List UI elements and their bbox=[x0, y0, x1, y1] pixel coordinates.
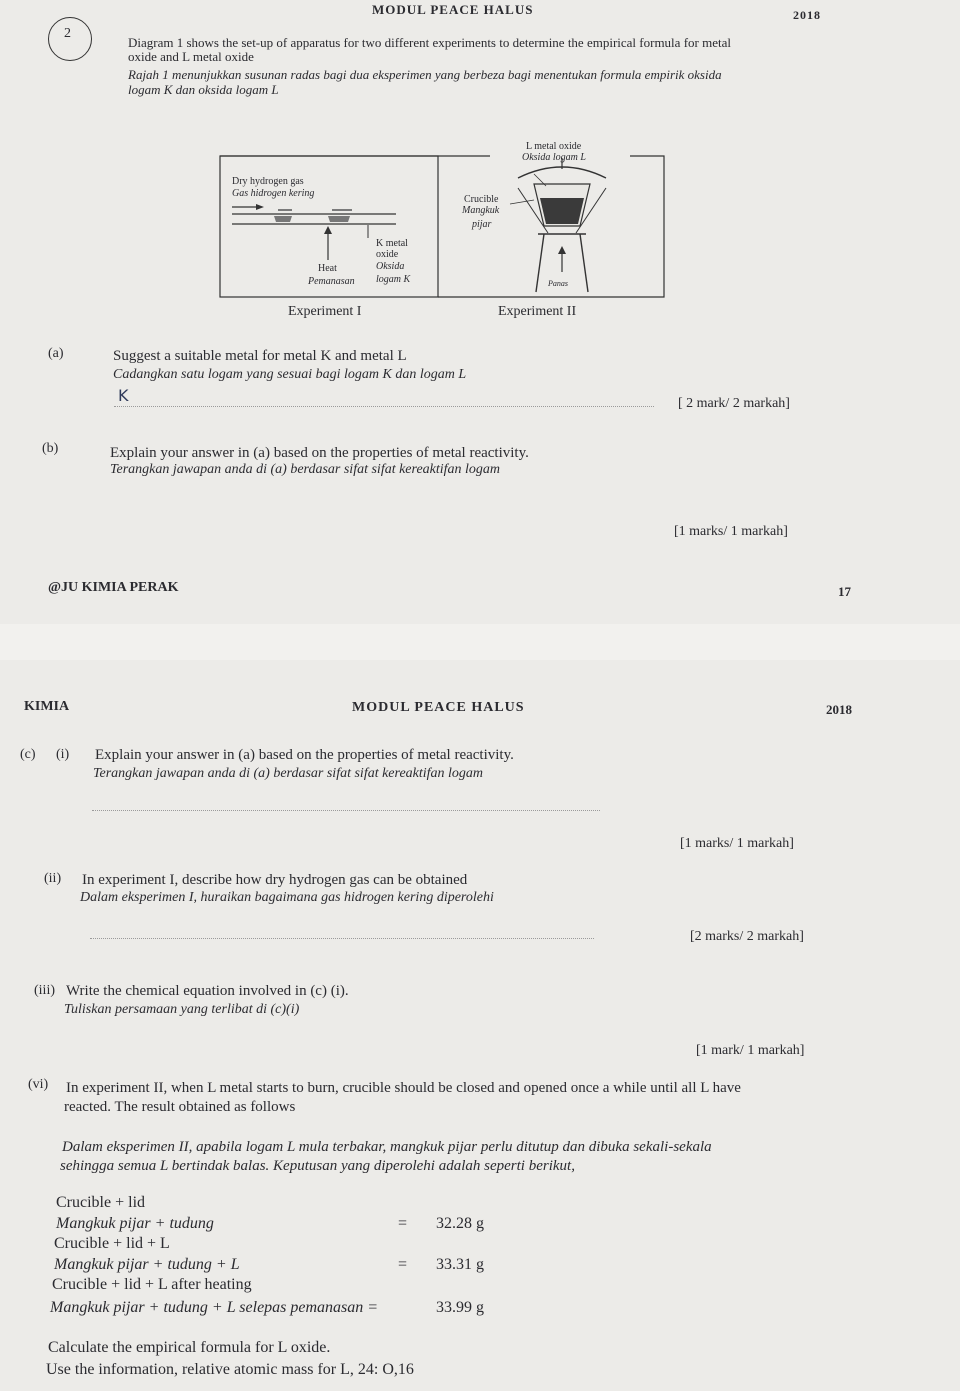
page2-header-title: MODUL PEACE HALUS bbox=[352, 700, 525, 715]
intro-en-line1: Diagram 1 shows the set-up of apparatus for two different experiments to determine the empirical formula for metal bbox=[128, 35, 731, 50]
result-2-en: Crucible + lid + L bbox=[54, 1235, 170, 1252]
question-a-en: Suggest a suitable metal for metal K and metal L bbox=[113, 348, 407, 364]
question-a-ms: Cadangkan satu logam yang sesuai bagi logam K dan logam L bbox=[113, 367, 467, 382]
header-title: MODUL PEACE HALUS bbox=[372, 2, 534, 17]
diagram-crucible-ms-1: Mangkuk bbox=[462, 205, 500, 216]
question-a-handwritten-answer: K bbox=[118, 386, 129, 405]
question-c-i-marks: [1 marks/ 1 markah] bbox=[680, 836, 794, 851]
question-c-ii-en: In experiment I, describe how dry hydrogen gas can be obtained bbox=[82, 872, 468, 888]
question-c-ii-answer-line[interactable] bbox=[90, 938, 594, 939]
calc-line2: Use the information, relative atomic mass for L, 24: O,16 bbox=[46, 1361, 414, 1378]
question-c-ii-label: (ii) bbox=[44, 871, 62, 886]
question-a-marks: [ 2 mark/ 2 markah] bbox=[678, 396, 790, 411]
footer-left: @JU KIMIA PERAK bbox=[48, 580, 179, 595]
intro-en-line2: oxide and L metal oxide bbox=[128, 49, 254, 64]
diagram-l-oxide-en: L metal oxide bbox=[526, 141, 582, 152]
apparatus-diagram bbox=[218, 138, 666, 303]
result-2-equals: = bbox=[398, 1256, 408, 1273]
page2-header-left: KIMIA bbox=[24, 699, 70, 714]
question-c-i-en: Explain your answer in (a) based on the properties of metal reactivity. bbox=[95, 747, 514, 763]
diagram-k-oxide-en-2: oxide bbox=[376, 249, 399, 260]
header-year: 2018 bbox=[793, 8, 821, 22]
question-c-label: (c) bbox=[20, 747, 36, 762]
question-b-ms: Terangkan jawapan anda di (a) berdasar sifat sifat kereaktifan logam bbox=[110, 462, 501, 477]
diagram-crucible-ms-2: pijar bbox=[472, 219, 492, 230]
question-c-vi-ms-line2: sehingga semua L bertindak balas. Keputusan yang diperolehi adalah seperti berikut, bbox=[60, 1158, 575, 1174]
question-c-i-ms: Terangkan jawapan anda di (a) berdasar sifat sifat kereaktifan logam bbox=[93, 766, 484, 781]
question-c-ii-ms: Dalam eksperimen I, huraikan bagaimana gas hidrogen kering diperolehi bbox=[80, 890, 494, 905]
result-1-en: Crucible + lid bbox=[56, 1194, 146, 1211]
result-3-en: Crucible + lid + L after heating bbox=[52, 1276, 252, 1293]
diagram-l-oxide-ms: Oksida logam L bbox=[522, 152, 586, 163]
question-c-iii-label: (iii) bbox=[34, 983, 55, 998]
question-a-answer-line[interactable] bbox=[114, 406, 654, 407]
intro-ms-line1: Rajah 1 menunjukkan susunan radas bagi dua eksperimen yang berbeza bagi menentukan formula empirik oksida bbox=[128, 67, 722, 82]
question-c-vi-en-line1: In experiment II, when L metal starts to burn, crucible should be closed and opened once a while until all L have bbox=[66, 1080, 741, 1096]
question-c-iii-en: Write the chemical equation involved in (c) (i). bbox=[66, 983, 349, 999]
page-break bbox=[0, 624, 960, 660]
apparatus-diagram-svg bbox=[218, 138, 666, 303]
diagram-gas-en: Dry hydrogen gas bbox=[232, 176, 304, 187]
question-c-i-label: (i) bbox=[56, 747, 70, 762]
intro-ms-line2: logam K dan oksida logam L bbox=[128, 82, 279, 97]
question-b-marks: [1 marks/ 1 markah] bbox=[674, 524, 788, 539]
result-1-equals: = bbox=[398, 1215, 408, 1232]
question-c-vi-label: (vi) bbox=[28, 1077, 49, 1092]
result-2-value: 33.31 g bbox=[436, 1256, 484, 1273]
question-b-en: Explain your answer in (a) based on the properties of metal reactivity. bbox=[110, 445, 529, 461]
question-c-i-answer-line[interactable] bbox=[92, 810, 600, 811]
question-c-iii-marks: [1 mark/ 1 markah] bbox=[696, 1043, 805, 1058]
diagram-heat-ms-2: Panas bbox=[548, 279, 568, 288]
question-c-ii-marks: [2 marks/ 2 markah] bbox=[690, 929, 804, 944]
result-3-value: 33.99 g bbox=[436, 1299, 484, 1316]
diagram-crucible-en: Crucible bbox=[464, 194, 499, 205]
page2-header-year: 2018 bbox=[826, 702, 852, 717]
question-number: 2 bbox=[64, 26, 71, 41]
result-1-ms: Mangkuk pijar + tudung bbox=[56, 1215, 214, 1232]
diagram-k-oxide-ms-1: Oksida bbox=[376, 261, 405, 272]
result-1-value: 32.28 g bbox=[436, 1215, 484, 1232]
diagram-heat-ms: Pemanasan bbox=[308, 276, 355, 287]
footer-page-number: 17 bbox=[838, 584, 851, 599]
diagram-k-oxide-ms-2: logam K bbox=[376, 274, 411, 285]
question-c-iii-ms: Tuliskan persamaan yang terlibat di (c)(i) bbox=[64, 1002, 300, 1017]
question-b-label: (b) bbox=[42, 441, 59, 456]
diagram-heat-en: Heat bbox=[318, 263, 337, 274]
result-3-ms: Mangkuk pijar + tudung + L selepas pemanasan = bbox=[50, 1299, 379, 1316]
question-a-label: (a) bbox=[48, 346, 64, 361]
question-c-vi-ms-line1: Dalam eksperimen II, apabila logam L mula terbakar, mangkuk pijar perlu ditutup dan dibuka sekali-sekala bbox=[62, 1139, 712, 1155]
caption-experiment-2: Experiment II bbox=[498, 304, 577, 319]
diagram-gas-ms: Gas hidrogen kering bbox=[232, 188, 315, 199]
result-2-ms: Mangkuk pijar + tudung + L bbox=[54, 1256, 240, 1273]
caption-experiment-1: Experiment I bbox=[288, 304, 362, 319]
question-c-vi-en-line2: reacted. The result obtained as follows bbox=[64, 1099, 296, 1115]
diagram-k-oxide-en-1: K metal bbox=[376, 238, 408, 249]
calc-line1: Calculate the empirical formula for L oxide. bbox=[48, 1339, 331, 1356]
